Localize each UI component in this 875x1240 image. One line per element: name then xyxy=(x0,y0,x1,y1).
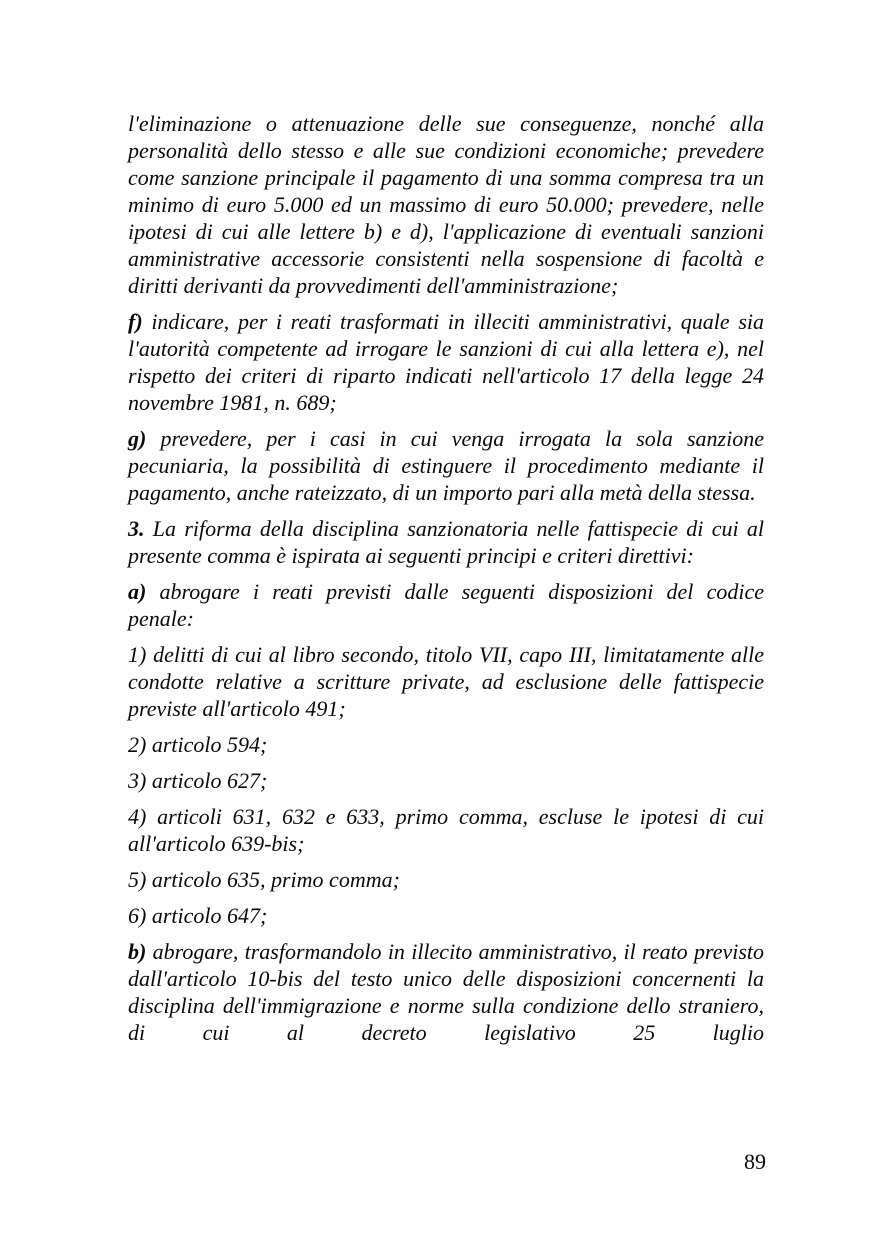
paragraph-text: indicare, per i reati trasformati in illeciti amministrativi, quale sia l'autorità competente ad irrogare le sanzioni di cui alla lettera e), nel rispetto dei criteri di riparto indicati nell'articolo 17 della legge 24 novembre 1981, n. 689; xyxy=(128,309,765,415)
paragraph-item-4 xyxy=(128,803,764,857)
paragraph-text: 1) delitti di cui al libro secondo, titolo VII, capo III, limitatamente alle condotte relative a scritture private, ad esclusione delle fattispecie previste all'articolo 491; xyxy=(128,642,764,721)
paragraph-text: La riforma della disciplina sanzionatoria nelle fattispecie di cui al presente comma è ispirata ai seguenti principi e criteri direttivi: xyxy=(128,516,764,568)
paragraph-text: l'eliminazione o attenuazione delle sue conseguenze, nonché alla personalità dello stesso e alle sue condizioni economiche; prevedere come sanzione principale il pagamento di una somma compresa tra un minimo di euro 5.000 ed un massimo di euro 50.000; prevedere, nelle ipotesi di cui alle lettere b) e d), l'applicazione di eventuali sanzioni amministrative accessorie consistenti nella sospensione di facoltà e diritti derivanti da provvedimenti dell'amministrazione; xyxy=(128,111,764,298)
paragraph-text: abrogare, trasformandolo in illecito amministrativo, il reato previsto dall'articolo 10-bis del testo unico delle disposizioni concernenti la disciplina dell'immigrazione e norme sulla condizione dello straniero, di cui al decreto legislativo 25 luglio xyxy=(128,939,765,1045)
paragraph-text: 6) articolo 647; xyxy=(128,903,268,928)
paragraph-text: 5) articolo 635, primo comma; xyxy=(128,867,400,892)
paragraph-text: prevedere, per i casi in cui venga irrogata la sola sanzione pecuniaria, la possibilità di estinguere il procedimento mediante il pagamento, anche rateizzato, di un importo pari alla metà della stessa. xyxy=(128,426,765,505)
paragraph-item-1 xyxy=(128,641,764,722)
paragraph-clause-g xyxy=(128,425,764,506)
paragraph-label: g) xyxy=(128,426,147,451)
paragraph-item-5 xyxy=(128,866,764,893)
paragraph-clause-a xyxy=(128,578,764,632)
paragraph-clause-f xyxy=(128,308,764,416)
paragraph-text: 3) articolo 627; xyxy=(128,768,268,793)
paragraph-text: 2) articolo 594; xyxy=(128,732,268,757)
paragraph-continuation xyxy=(128,110,764,299)
paragraph-item-6 xyxy=(128,902,764,929)
paragraph-text: 4) articoli 631, 632 e 633, primo comma, escluse le ipotesi di cui all'articolo 639-bis; xyxy=(128,804,764,856)
paragraph-label: b) xyxy=(128,939,147,964)
paragraph-label: 3. xyxy=(128,516,145,541)
paragraph-item-2 xyxy=(128,731,764,758)
paragraph-clause-b xyxy=(128,938,764,1046)
paragraph-text: abrogare i reati previsti dalle seguenti disposizioni del codice penale: xyxy=(128,579,764,631)
paragraph-item-3 xyxy=(128,767,764,794)
paragraph-label: a) xyxy=(128,579,147,604)
paragraph-label: f) xyxy=(128,309,143,334)
page-number: 89 xyxy=(744,1149,766,1174)
body-text xyxy=(128,110,764,1055)
paragraph-comma-3 xyxy=(128,515,764,569)
